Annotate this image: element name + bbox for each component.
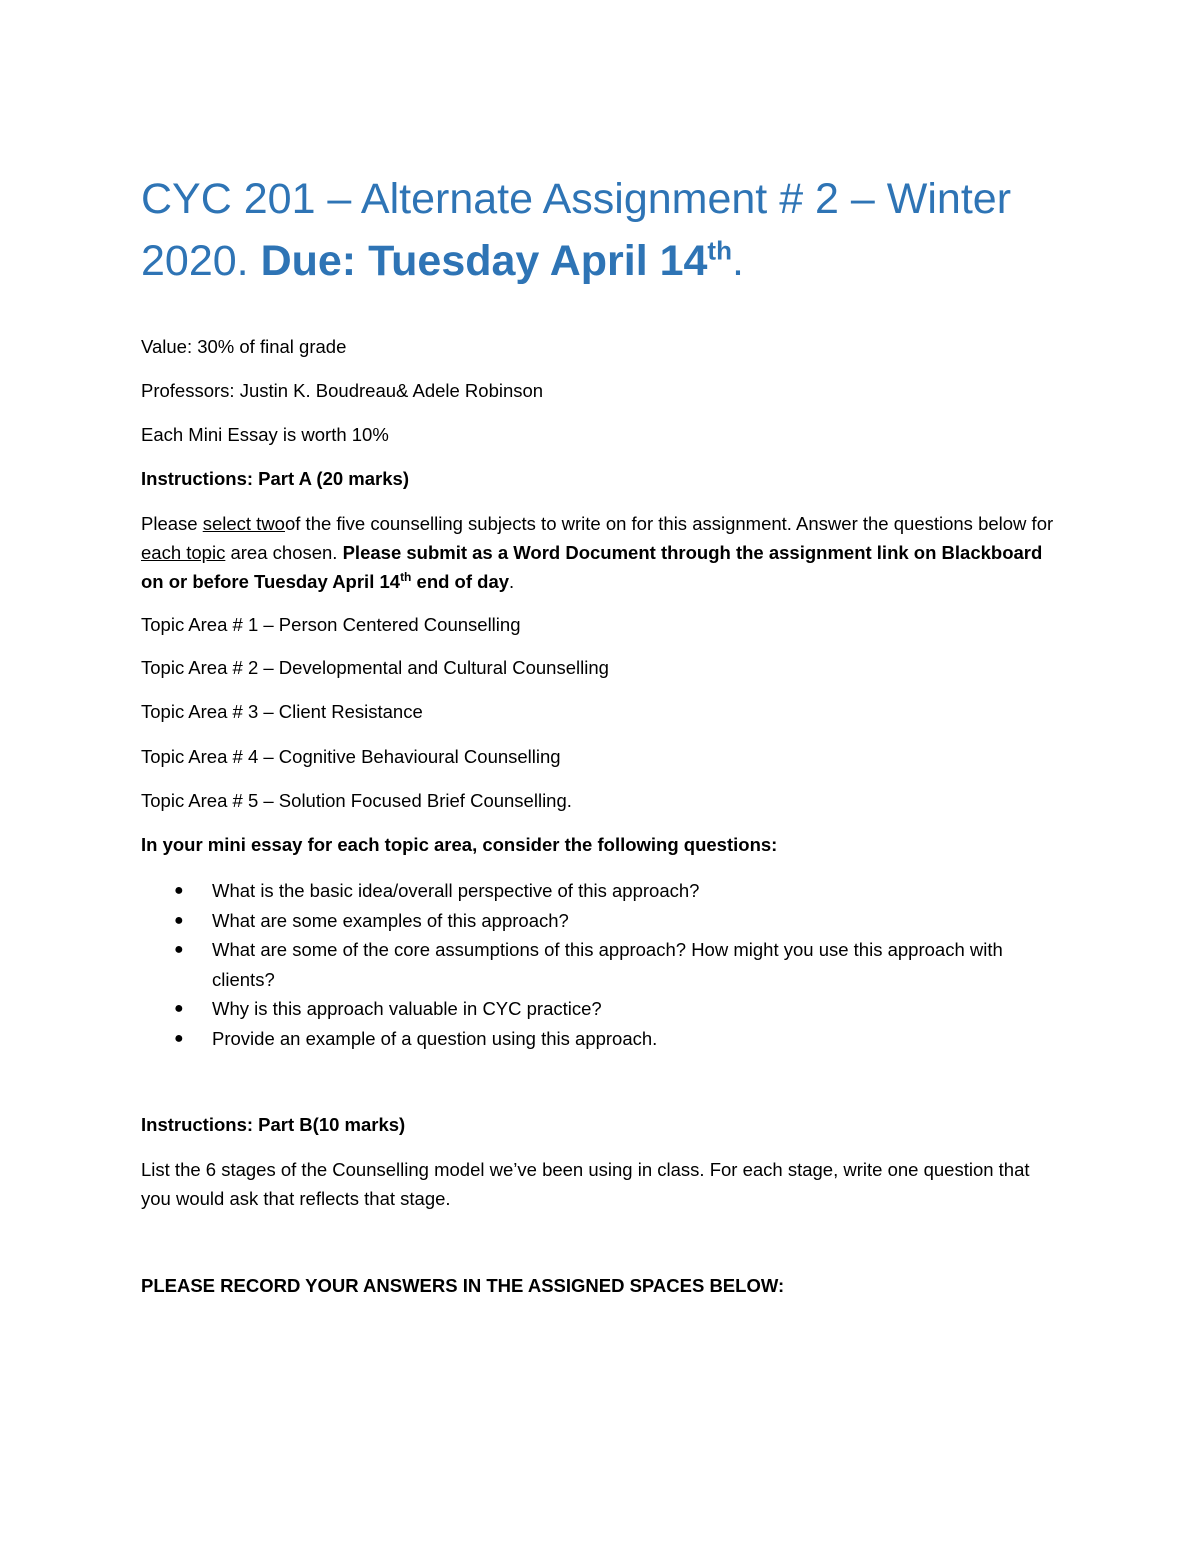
topic-area-4: Topic Area # 4 – Cognitive Behavioural Counselling [141,746,561,767]
bullet-icon: ● [174,1029,184,1047]
bullet-icon: ● [174,1000,184,1018]
document-title [141,168,1041,292]
each-topic-text: each topic [141,542,226,563]
bullet-icon: ● [174,911,184,929]
list-item: ● Why is this approach valuable in CYC practice? [141,994,1041,1024]
questions-heading: In your mini essay for each topic area, consider the following questions: [141,834,778,855]
part-b-heading: Instructions: Part B(10 marks) [141,1114,406,1135]
due-date: Tuesday April 14th [368,235,732,285]
topic-area-5: Topic Area # 5 – Solution Focused Brief Counselling. [141,790,572,811]
due-end: . [731,237,744,285]
value-line: Value: 30% of final grade [141,336,347,357]
topic-area-3: Topic Area # 3 – Client Resistance [141,701,423,722]
list-item: ● What are some of the core assumptions of this approach? How might you use this approach with clients? [141,935,1041,994]
due-label: Due: [260,237,357,285]
title-main: CYC 201 – Alternate Assignment # 2 – Winter 2020. [141,175,1012,285]
footer-note: PLEASE RECORD YOUR ANSWERS IN THE ASSIGNED SPACES BELOW: [141,1275,785,1296]
professors-line: Professors: Justin K. Boudreau& Adele Robinson [141,380,544,401]
bullet-icon: ● [174,941,184,959]
essay-worth-line: Each Mini Essay is worth 10% [141,424,389,445]
list-item: ● What are some examples of this approach? [141,906,1041,936]
list-item: ● What is the basic idea/overall perspective of this approach? [141,876,1041,906]
topic-area-2: Topic Area # 2 – Developmental and Cultural Counselling [141,657,609,678]
topic-area-1: Topic Area # 1 – Person Centered Counselling [141,614,521,635]
list-item: ● Provide an example of a question using this approach. [141,1024,1041,1054]
part-a-heading: Instructions: Part A (20 marks) [141,468,409,489]
select-two-text: select two [202,513,285,534]
bullet-icon: ● [174,882,184,899]
questions-list [141,876,1041,1054]
part-a-instructions: Please select twoof the five counselling subjects to write on for this assignment. Answer the questions below for each topic area chosen. Please submit as a Word Document through the assignment link on Blackboard on or before Tuesday April 14th end of day. [141,513,1054,592]
part-b-instructions: List the 6 stages of the Counselling model we’ve been using in class. For each stage, write one question that you would ask that reflects that stage. [141,1159,1030,1209]
